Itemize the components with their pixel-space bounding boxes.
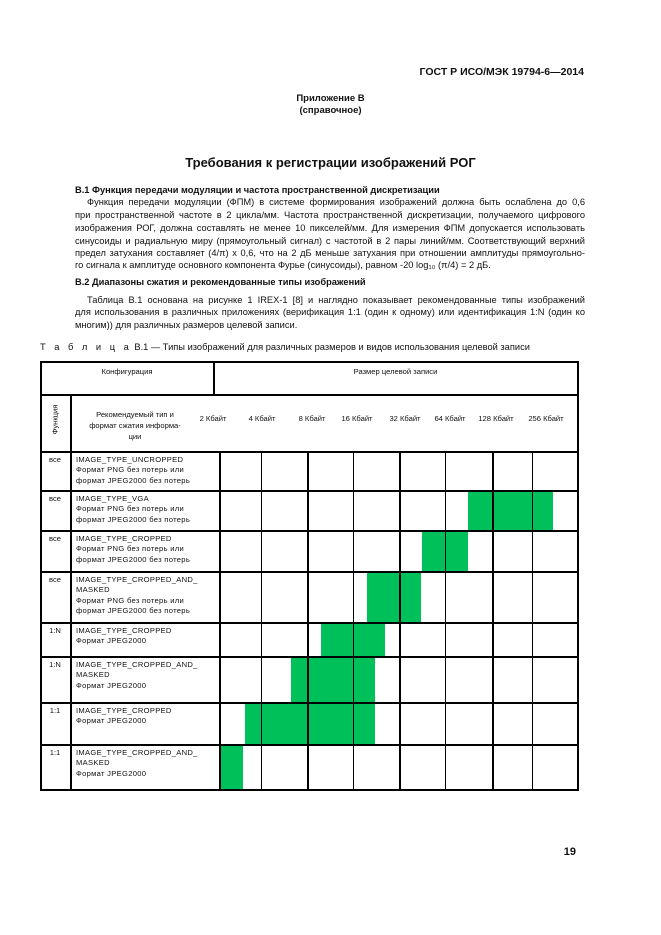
row-image-type-line: MASKED bbox=[76, 670, 110, 680]
table-row-border bbox=[40, 744, 579, 746]
header-function: Функция bbox=[50, 404, 60, 435]
paragraph-line: Функция передачи модуляции (ФПМ) в системе формирования изображений должна быть ослаблена до 0,6 bbox=[87, 197, 585, 207]
row-image-type bbox=[76, 660, 198, 691]
header-image-type-line: формат сжатия информа- bbox=[89, 421, 181, 430]
row-function: 1:1 bbox=[49, 748, 61, 757]
section-b1-heading: В.1 Функция передачи модуляции и частота пространственной дискретизации bbox=[75, 185, 440, 195]
size-header: 128 Кбайт bbox=[478, 414, 514, 423]
table-row-border bbox=[40, 789, 579, 791]
table-row-border bbox=[40, 530, 579, 532]
table-row-border bbox=[40, 451, 579, 453]
row-image-type-line: Формат PNG без потерь или bbox=[76, 544, 185, 554]
row-image-type-line: IMAGE_TYPE_CROPPED_AND_ bbox=[76, 575, 198, 584]
table-col-border bbox=[213, 361, 215, 394]
row-function: 1:N bbox=[49, 626, 61, 635]
header-image-type-line: ции bbox=[128, 432, 142, 441]
paragraph-line: многим)) для различных размеров целевой записи. bbox=[75, 320, 298, 330]
table-col-border bbox=[219, 451, 221, 789]
row-image-type-line: Формат JPEG2000 bbox=[76, 680, 147, 690]
table-row-border bbox=[40, 361, 579, 363]
paragraph-line: изображения РОГ, должна составлять не менее 10 пикселей/мм. Для измерения ФПМ допускается использовать bbox=[75, 223, 585, 233]
table-col-border bbox=[532, 451, 533, 789]
table-col-border bbox=[307, 451, 309, 789]
paragraph-line: для использования в различных приложениях (верификация 1:1 (один к одному) или идентификация 1:N (один ко bbox=[75, 307, 585, 317]
table-col-border bbox=[492, 451, 494, 789]
table-row-border bbox=[40, 702, 579, 704]
table-row-border bbox=[40, 656, 579, 658]
row-image-type-line: формат JPEG2000 без потерь bbox=[76, 554, 191, 564]
table-row-border bbox=[40, 622, 579, 624]
row-image-type bbox=[76, 455, 190, 486]
row-image-type-line: формат JPEG2000 без потерь bbox=[76, 475, 191, 485]
row-function: все bbox=[49, 534, 61, 543]
recommended-range-block bbox=[468, 490, 553, 530]
row-function: 1:1 bbox=[49, 706, 61, 715]
row-function: все bbox=[49, 455, 61, 464]
row-image-type-line: IMAGE_TYPE_VGA bbox=[76, 494, 149, 503]
table-caption-prefix: Т а б л и ц а bbox=[40, 342, 132, 352]
header-record-size: Размер целевой записи bbox=[353, 367, 438, 376]
size-header: 256 Кбайт bbox=[528, 414, 564, 423]
table-col-border bbox=[445, 451, 446, 789]
row-image-type-line: IMAGE_TYPE_UNCROPPED bbox=[76, 455, 184, 464]
table-row-border bbox=[40, 394, 579, 396]
size-header: 64 Кбайт bbox=[434, 414, 466, 423]
size-header: 16 Кбайт bbox=[341, 414, 373, 423]
header-configuration: Конфигурация bbox=[101, 367, 153, 376]
paragraph-line: при пространственной частоте в 2 цикла/мм. Частота пространственной дискретизации, получаемого цифрового bbox=[75, 210, 585, 220]
row-image-type bbox=[76, 494, 190, 525]
header-image-type bbox=[70, 409, 200, 442]
paragraph-line: синусоиды и радиальную миру (прямоугольный сигнал) с частотой в 2 пары линий/мм. Соответствующий верхний bbox=[75, 236, 585, 246]
paragraph-line: го сигнала к амплитуде основного компонента Фурье (синусоиды), равном -20 log₁₀ (π/4) = 2 дБ. bbox=[75, 260, 491, 270]
table-col-border bbox=[353, 451, 354, 789]
header-image-type-line: Рекомендуемый тип и bbox=[96, 410, 174, 419]
recommended-range-block bbox=[220, 744, 243, 789]
row-image-type-line: IMAGE_TYPE_CROPPED bbox=[76, 534, 172, 543]
row-image-type bbox=[76, 626, 172, 647]
table-border bbox=[577, 361, 579, 791]
row-function: все bbox=[49, 575, 61, 584]
section-b2-heading: В.2 Диапазоны сжатия и рекомендованные типы изображений bbox=[75, 277, 366, 287]
recommended-range-block bbox=[291, 656, 375, 703]
size-header: 8 Кбайт bbox=[298, 414, 326, 423]
row-image-type-line: Формат JPEG2000 bbox=[76, 768, 147, 778]
annex-title: Приложение В bbox=[296, 93, 365, 104]
table-caption-text: В.1 — Типы изображений для различных размеров и видов использования целевой записи bbox=[134, 342, 530, 352]
table-col-border bbox=[70, 394, 72, 789]
table-col-border bbox=[399, 451, 401, 789]
size-header: 4 Кбайт bbox=[248, 414, 276, 423]
row-image-type-line: формат JPEG2000 без потерь bbox=[76, 514, 191, 524]
row-image-type-line: IMAGE_TYPE_CROPPED_AND_ bbox=[76, 748, 198, 757]
row-image-type bbox=[76, 706, 172, 727]
paragraph-line: Таблица В.1 основана на рисунке 1 IREX-1 [8] и наглядно показывает рекомендованные типы изображений bbox=[87, 295, 585, 305]
row-image-type-line: Формат JPEG2000 bbox=[76, 636, 147, 646]
row-image-type bbox=[76, 575, 198, 616]
recommended-range-block bbox=[245, 702, 375, 744]
page-number: 19 bbox=[563, 846, 576, 858]
paragraph-line: предел затухания составляет (4/π) x 0,6, что на 2 дБ меньше затухания при отношении амплитуды прямоугольно- bbox=[75, 248, 585, 258]
row-image-type-line: IMAGE_TYPE_CROPPED_AND_ bbox=[76, 660, 198, 669]
table-row-border bbox=[40, 571, 579, 573]
row-image-type-line: MASKED bbox=[76, 758, 110, 768]
annex-type: (справочное) bbox=[299, 105, 362, 116]
row-image-type-line: Формат PNG без потерь или bbox=[76, 465, 185, 475]
row-image-type-line: формат JPEG2000 без потерь bbox=[76, 605, 191, 615]
row-image-type-line: IMAGE_TYPE_CROPPED bbox=[76, 626, 172, 635]
recommended-range-block bbox=[367, 571, 421, 622]
table-col-border bbox=[261, 451, 262, 789]
table-caption bbox=[40, 342, 530, 352]
page-title: Требования к регистрации изображений РОГ bbox=[185, 155, 476, 170]
row-image-type bbox=[76, 748, 198, 779]
row-function: 1:N bbox=[49, 660, 61, 669]
row-image-type-line: MASKED bbox=[76, 585, 110, 595]
row-image-type-line: Формат JPEG2000 bbox=[76, 716, 147, 726]
row-image-type-line: Формат PNG без потерь или bbox=[76, 595, 185, 605]
row-function: все bbox=[49, 494, 61, 503]
table-row-border bbox=[40, 490, 579, 492]
row-image-type bbox=[76, 534, 190, 565]
size-header: 2 Кбайт bbox=[199, 414, 227, 423]
row-image-type-line: Формат PNG без потерь или bbox=[76, 504, 185, 514]
size-header: 32 Кбайт bbox=[389, 414, 421, 423]
document-header: ГОСТ Р ИСО/МЭК 19794-6—2014 bbox=[419, 66, 584, 78]
row-image-type-line: IMAGE_TYPE_CROPPED bbox=[76, 706, 172, 715]
